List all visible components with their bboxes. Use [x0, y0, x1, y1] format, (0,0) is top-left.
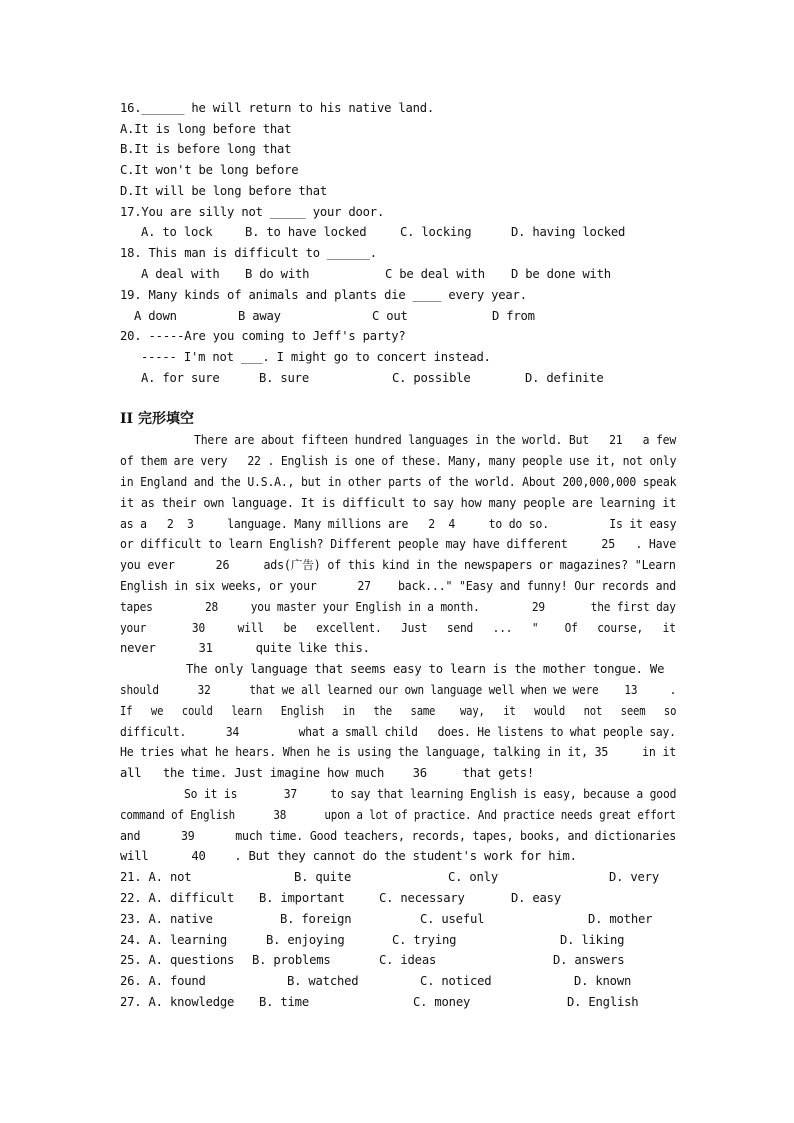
passage-p3-line-2: command of English 38 upon a lot of practice. And practice needs great effort — [120, 808, 676, 822]
option-22-b: B. important — [259, 891, 345, 905]
passage-p1-line-1: There are about fifteen hundred languages in the world. But 21 a few — [194, 433, 677, 447]
option-26-b: B. watched — [287, 974, 359, 988]
q18-option-b: B do with — [245, 267, 310, 281]
option-22-d: D. easy — [511, 891, 561, 905]
passage-p2-line-4: difficult. 34 what a small child does. He listens to what people say. — [120, 725, 676, 739]
q20-option-c: C. possible — [392, 371, 471, 385]
passage-p2-line-6: all the time. Just imagine how much 36 that gets! — [120, 766, 534, 780]
passage-p1-line-2: of them are very 22 . English is one of these. Many, many people use it, not only — [120, 454, 677, 468]
option-23-a: 23. A. native — [120, 912, 213, 926]
q16-option-a: A.It is long before that — [120, 122, 292, 136]
option-21-d: D. very — [609, 870, 659, 884]
section-heading-cloze: II 完形填空 — [120, 411, 194, 427]
option-21-a: 21. A. not — [120, 870, 192, 884]
q17-option-b: B. to have locked — [245, 225, 367, 239]
passage-p1-line-4: it as their own language. It is difficult to say how many people are learning it — [120, 496, 677, 510]
passage-p3-line-3: and 39 much time. Good teachers, records, tapes, books, and dictionaries — [120, 829, 677, 843]
option-23-c: C. useful — [420, 912, 485, 926]
passage-p1-line-3: in England and the U.S.A., but in other parts of the world. About 200,000,000 speak — [120, 475, 677, 489]
q20-option-a: A. for sure — [141, 371, 220, 385]
q17-option-d: D. having locked — [511, 225, 626, 239]
q17-stem: 17.You are silly not _____ your door. — [120, 205, 385, 219]
option-21-c: C. only — [448, 870, 498, 884]
q19-stem: 19. Many kinds of animals and plants die ____ every year. — [120, 288, 527, 302]
q17-option-a: A. to lock — [141, 225, 213, 239]
passage-p1-line-6: or difficult to learn English? Different people may have different 25 . Have — [120, 537, 677, 551]
q18-option-d: D be done with — [511, 267, 611, 281]
option-25-a: 25. A. questions — [120, 953, 235, 967]
passage-p3-line-1: So it is 37 to say that learning English is easy, because a good — [184, 787, 677, 801]
option-25-b: B. problems — [252, 953, 331, 967]
q16-option-b: B.It is before long that — [120, 142, 292, 156]
option-27-a: 27. A. knowledge — [120, 995, 235, 1009]
option-24-a: 24. A. learning — [120, 933, 228, 947]
option-26-d: D. known — [574, 974, 632, 988]
q19-option-c: C out — [372, 309, 408, 323]
option-26-c: C. noticed — [420, 974, 492, 988]
q16-stem: 16.______ he will return to his native land. — [120, 101, 435, 115]
option-24-b: B. enjoying — [266, 933, 345, 947]
q20-stem-reply: ----- I'm not ___. I might go to concert instead. — [141, 350, 491, 364]
option-27-c: C. money — [413, 995, 471, 1009]
option-25-d: D. answers — [553, 953, 625, 967]
q18-stem: 18. This man is difficult to ______. — [120, 246, 377, 260]
passage-p1-line-8: English in six weeks, or your 27 back..." "Easy and funny! Our records and — [120, 579, 677, 593]
passage-p2-line-2: should 32 that we all learned our own language well when we were 13 . — [120, 683, 677, 697]
q17-option-c: C. locking — [400, 225, 472, 239]
q20-stem: 20. -----Are you coming to Jeff's party? — [120, 329, 406, 343]
passage-p1-line-10: your 30 will be excellent. Just send ... " Of course, it — [120, 621, 676, 635]
passage-p1-line-7: you ever 26 ads(广告) of this kind in the newspapers or magazines? "Learn — [120, 558, 676, 572]
passage-p1-line-9: tapes 28 you master your English in a month. 29 the first day — [120, 600, 676, 614]
option-23-d: D. mother — [588, 912, 653, 926]
passage-p2-line-5: He tries what he hears. When he is using the language, talking in it, 35 in it — [120, 745, 677, 759]
q18-option-c: C be deal with — [385, 267, 485, 281]
q19-option-b: B away — [238, 309, 281, 323]
option-27-b: B. time — [259, 995, 309, 1009]
option-24-c: C. trying — [392, 933, 457, 947]
option-23-b: B. foreign — [280, 912, 352, 926]
option-26-a: 26. A. found — [120, 974, 206, 988]
passage-p2-line-1: The only language that seems easy to learn is the mother tongue. We — [186, 662, 665, 676]
q19-option-d: D from — [492, 309, 535, 323]
q20-option-b: B. sure — [259, 371, 309, 385]
option-21-b: B. quite — [294, 870, 352, 884]
option-22-a: 22. A. difficult — [120, 891, 235, 905]
q19-option-a: A down — [134, 309, 177, 323]
option-22-c: C. necessary — [379, 891, 465, 905]
passage-p2-line-3: If we could learn English in the same way, it would not seem so — [120, 704, 677, 718]
q16-option-c: C.It won't be long before — [120, 163, 299, 177]
passage-p1-line-5: as a 2 3 language. Many millions are 2 4 to do so. Is it easy — [120, 517, 677, 531]
passage-p1-line-11: never 31 quite like this. — [120, 641, 370, 655]
q20-option-d: D. definite — [525, 371, 604, 385]
option-27-d: D. English — [567, 995, 639, 1009]
option-25-c: C. ideas — [379, 953, 437, 967]
q16-option-d: D.It will be long before that — [120, 184, 327, 198]
option-24-d: D. liking — [560, 933, 625, 947]
passage-p3-line-4: will 40 . But they cannot do the student's work for him. — [120, 849, 577, 863]
q18-option-a: A deal with — [141, 267, 220, 281]
